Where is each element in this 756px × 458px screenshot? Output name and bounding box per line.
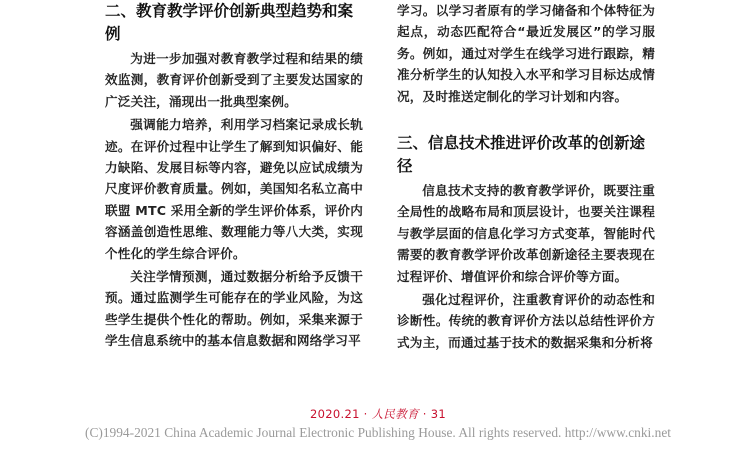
paragraph-ability: 强调能力培养，利用学习档案记录成长轨迹。在评价过程中让学生了解到知识偏好、能力缺陷、发展目标等内容，避免以应试成绩为尺度评价教育质量。例如，美国知名私立高中联盟 MTC 采用全新的学生评价体系，评价内容涵盖创造性思维、数理能力等八大类，实现个性化的学生综合评价。: [105, 117, 363, 261]
left-column: [105, 0, 363, 352]
right-column: [397, 0, 655, 353]
copyright-notice: (C)1994-2021 China Academic Journal Electronic Publishing House. All rights reserved. http://www.cnki.net: [85, 425, 671, 440]
paragraph-it-support: 信息技术支持的教育教学评价，既要注重全局性的战略布局和顶层设计，也要关注课程与教学层面的信息化学习方式变革，智能时代需要的教育教学评价改革创新途径主要表现在过程评价、增值评价和综合评价等方面。: [397, 183, 655, 284]
section-heading-three: 三、信息技术推进评价改革的创新途径: [397, 134, 646, 176]
paragraph-process-eval: 强化过程评价，注重教育评价的动态性和诊断性。传统的教育评价方法以总结性评价方式为主，而通过基于技术的数据采集和分析将: [397, 292, 655, 350]
page-footer: [0, 406, 756, 422]
issue-number: 2020.21: [310, 407, 360, 421]
page-number: 31: [430, 407, 446, 421]
separator-dot: ·: [363, 407, 368, 421]
paragraph-prediction: 关注学情预测，通过数据分析给予反馈干预。通过监测学生可能存在的学业风险，为这些学生提供个性化的帮助。例如，采集来源于学生信息系统中的基本信息数据和网络学习平: [105, 269, 363, 349]
paragraph-continued: 学习。以学习者原有的学习储备和个体特征为起点，动态匹配符合“最近发展区”的学习服务。例如，通过对学生在线学习进行跟踪，精准分析学生的认知投入水平和学习目标达成情况，及时推送定制化的学习计划和内容。: [397, 3, 655, 104]
journal-brand: 人民教育: [371, 407, 419, 421]
paragraph-intro: 为进一步加强对教育教学过程和结果的绩效监测，教育评价创新受到了主要发达国家的广泛关注，涌现出一批典型案例。: [105, 51, 363, 109]
separator-dot: ·: [422, 407, 427, 421]
section-heading-two: 二、教育教学评价创新典型趋势和案例: [105, 2, 354, 43]
